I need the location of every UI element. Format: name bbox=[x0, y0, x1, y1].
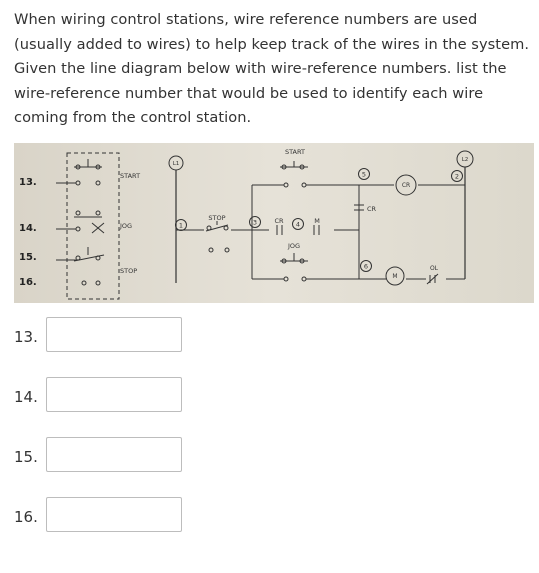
cr-coil-label: CR bbox=[401, 182, 411, 189]
answer-input-14[interactable] bbox=[46, 377, 182, 412]
answer-input-15[interactable] bbox=[46, 437, 182, 472]
rung-m-label: M bbox=[314, 217, 320, 225]
answer-label-16: 16. bbox=[14, 508, 38, 526]
answer-label-15: 15. bbox=[14, 448, 38, 466]
wire-number-1: 1 bbox=[178, 221, 184, 230]
m-coil-label: M bbox=[392, 273, 398, 280]
answer-input-13[interactable] bbox=[46, 317, 182, 352]
answer-label-13: 13. bbox=[14, 328, 38, 346]
station-jog-label: JOG bbox=[120, 222, 133, 230]
ol-label: OL bbox=[429, 265, 439, 272]
rung-cr-label: CR bbox=[274, 217, 284, 225]
station-label-16: 16. bbox=[19, 277, 37, 288]
wire-number-2: 2 bbox=[454, 172, 460, 181]
wire-number-5: 5 bbox=[361, 170, 367, 179]
l2-label: L2 bbox=[461, 157, 469, 163]
wire-number-4: 4 bbox=[295, 220, 301, 229]
station-label-15: 15. bbox=[19, 252, 37, 263]
rung-stop-label: STOP bbox=[208, 214, 226, 222]
l1-label: L1 bbox=[172, 161, 180, 167]
question-text: When wiring control stations, wire reference numbers are used (usually added to wires) to help keep track of the wires in the system. Given the line diagram below with wire-reference numbers. list the wire-reference number that would be used to identify each wire coming from the control station. bbox=[14, 11, 530, 126]
answer-label-14: 14. bbox=[14, 388, 38, 406]
wire-number-3: 3 bbox=[252, 218, 258, 227]
answer-input-16[interactable] bbox=[46, 497, 182, 532]
station-stop-label: STOP bbox=[120, 267, 138, 275]
rung-cr-aux-label: CR bbox=[367, 205, 377, 213]
station-label-14: 14. bbox=[19, 223, 37, 234]
wire-number-6: 6 bbox=[363, 262, 369, 271]
station-label-13: 13. bbox=[19, 177, 37, 188]
station-start-label: START bbox=[120, 172, 141, 180]
rung-start-label: START bbox=[284, 148, 306, 156]
line-diagram-photo bbox=[14, 143, 534, 303]
rung-jog-label: JOG bbox=[287, 242, 301, 250]
